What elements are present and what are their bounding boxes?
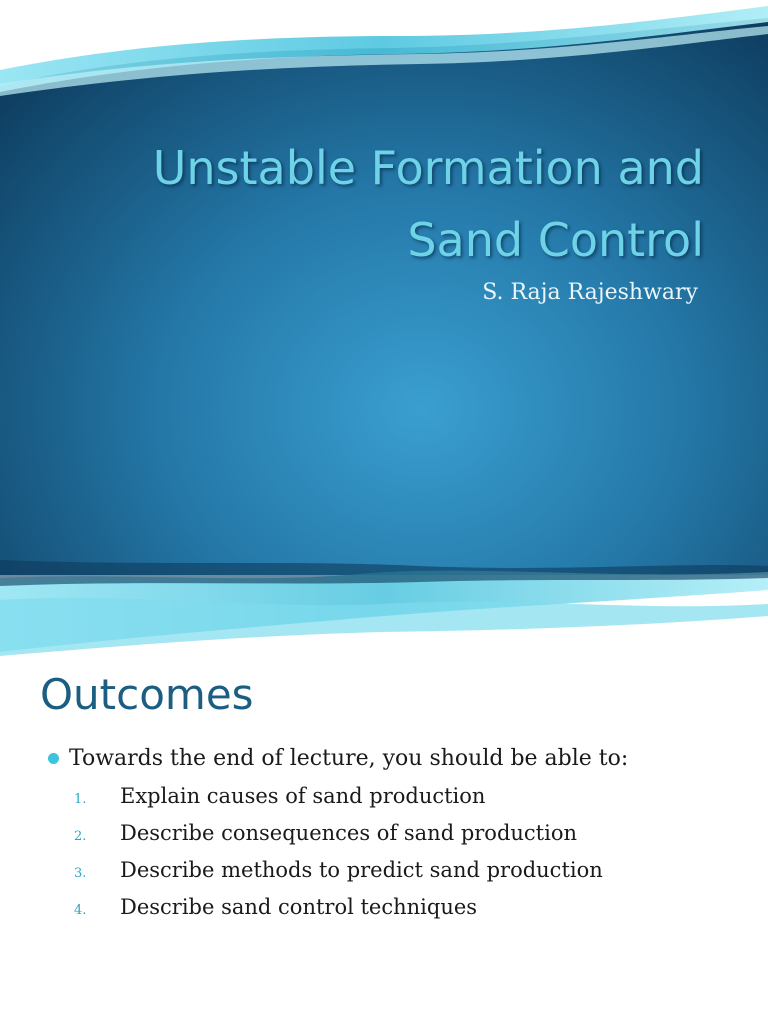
- outcomes-list: [74, 784, 603, 932]
- list-number: 4.: [74, 903, 87, 918]
- outcomes-slide: [0, 660, 768, 1024]
- list-item-text: Explain causes of sand production: [120, 784, 486, 808]
- list-item: [74, 821, 603, 858]
- list-item: [74, 784, 603, 821]
- bullet-dot-icon: [48, 753, 59, 764]
- intro-bullet-text: Towards the end of lecture, you should be able to:: [69, 746, 629, 771]
- list-item: [74, 895, 603, 932]
- list-number: 3.: [74, 866, 87, 881]
- outcomes-heading: Outcomes: [40, 670, 254, 719]
- title-line-1: Unstable Formation and: [152, 141, 704, 195]
- presenter-name: S. Raja Rajeshwary: [482, 280, 698, 305]
- list-number: 2.: [74, 829, 87, 844]
- list-item-text: Describe sand control techniques: [120, 895, 478, 919]
- list-number: 1.: [74, 792, 87, 807]
- list-item-text: Describe methods to predict sand production: [120, 858, 603, 882]
- presentation-title: [24, 132, 704, 276]
- intro-bullet: [48, 746, 628, 771]
- title-line-2: Sand Control: [407, 213, 704, 267]
- list-item-text: Describe consequences of sand production: [120, 821, 578, 845]
- list-item: [74, 858, 603, 895]
